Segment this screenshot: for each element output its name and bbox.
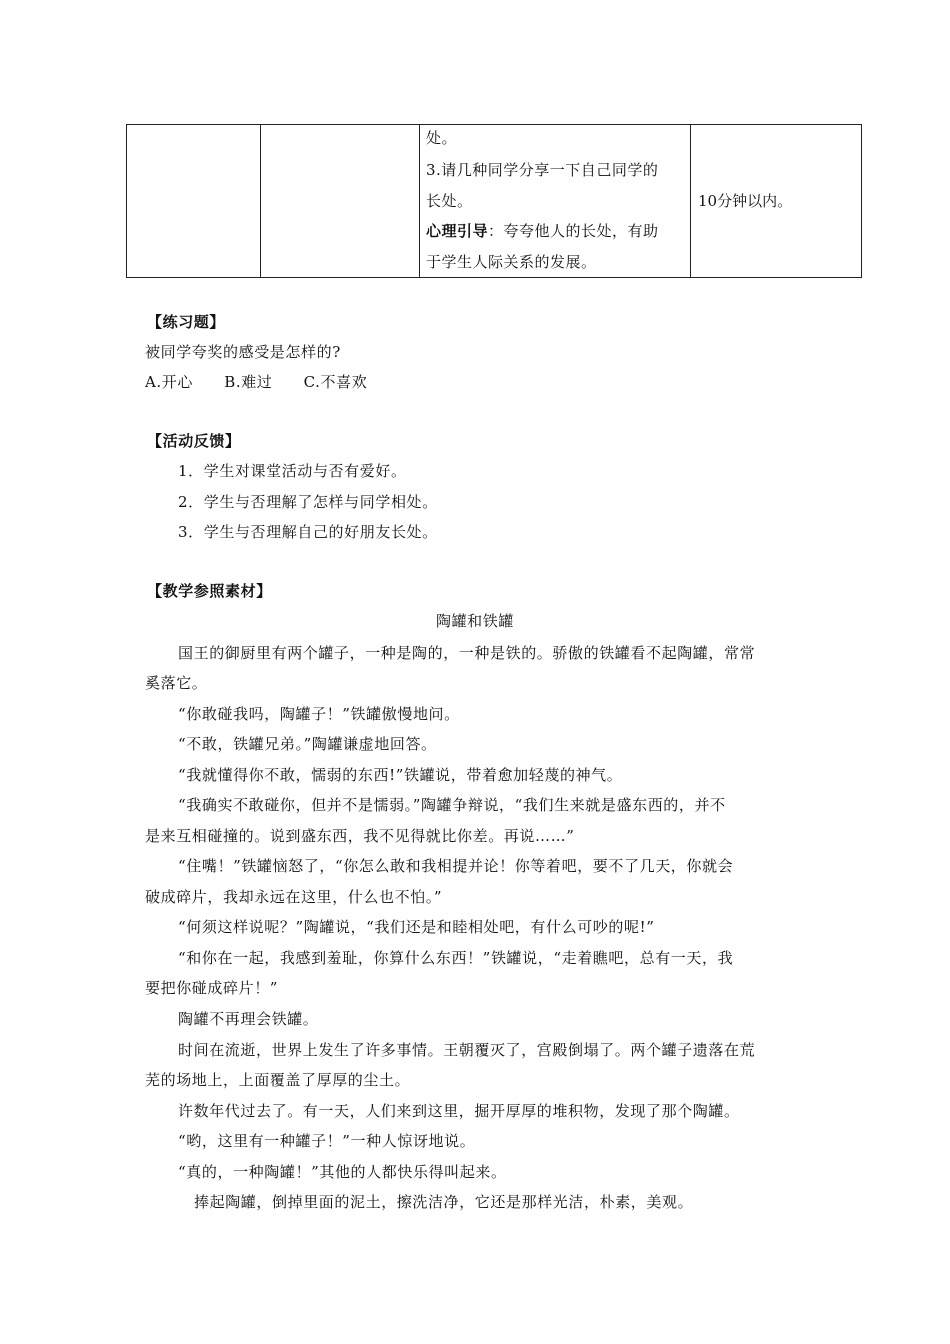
exercise-options: A.开心 B.难过 C.不喜欢	[145, 373, 368, 391]
table-divider	[260, 125, 261, 277]
guide-line	[426, 221, 659, 241]
activity-line: 3.请几种同学分享一下自己同学的	[426, 161, 659, 179]
story-title: 陶罐和铁罐	[435, 612, 514, 630]
time-cell: 10分钟以内。	[698, 192, 793, 210]
table-divider	[690, 125, 691, 277]
guide-text: ：夸夸他人的长处，有助	[488, 222, 659, 240]
story-line: 是来互相碰撞的。说到盛东西，我不见得就比你差。再说……”	[145, 827, 575, 845]
story-line: 奚落它。	[145, 674, 208, 692]
table-divider	[419, 125, 420, 277]
guide-line-2: 于学生人际关系的发展。	[426, 253, 597, 271]
story-line: 要把你碰成碎片！”	[145, 979, 279, 997]
exercise-question: 被同学夸奖的感受是怎样的?	[145, 343, 341, 361]
story-line: 许数年代过去了。有一天，人们来到这里，掘开厚厚的堆积物，发现了那个陶罐。	[178, 1102, 740, 1120]
story-line: 捧起陶罐，倒掉里面的泥土，擦洗洁净，它还是那样光洁，朴素，美观。	[194, 1193, 694, 1211]
story-line: “不敢，铁罐兄弟。”陶罐谦虚地回答。	[178, 735, 437, 753]
reference-heading: 【教学参照素材】	[147, 582, 272, 600]
exercise-heading: 【练习题】	[147, 313, 226, 331]
story-line: 破成碎片，我却永远在这里，什么也不怕。”	[145, 888, 443, 906]
story-line: “我确实不敢碰你，但并不是懦弱。”陶罐争辩说，“我们生来就是盛东西的，并不	[178, 796, 726, 814]
feedback-item: 3．学生与否理解自己的好朋友长处。	[178, 523, 438, 541]
story-line: 国王的御厨里有两个罐子，一种是陶的，一种是铁的。骄傲的铁罐看不起陶罐，常常	[178, 644, 756, 662]
story-line: 时间在流逝，世界上发生了许多事情。王朝覆灭了，宫殿倒塌了。两个罐子遗落在荒	[178, 1041, 756, 1059]
feedback-item: 2．学生与否理解了怎样与同学相处。	[178, 493, 438, 511]
guide-label: 心理引导	[426, 222, 489, 240]
story-line: “住嘴！”铁罐恼怒了，“你怎么敢和我相提并论！你等着吧，要不了几天，你就会	[178, 857, 734, 875]
story-line: “你敢碰我吗，陶罐子！”铁罐傲慢地问。	[178, 705, 460, 723]
story-line: 陶罐不再理会铁罐。	[178, 1010, 319, 1028]
story-line: “何须这样说呢？”陶罐说，“我们还是和睦相处吧，有什么可吵的呢!”	[178, 918, 655, 936]
feedback-item: 1．学生对课堂活动与否有爱好。	[178, 462, 407, 480]
lesson-table	[126, 124, 862, 278]
story-line: “我就懂得你不敢，懦弱的东西!”铁罐说，带着愈加轻蔑的神气。	[178, 766, 623, 784]
story-line: “和你在一起，我感到羞耻，你算什么东西！”铁罐说，“走着瞧吧，总有一天，我	[178, 949, 734, 967]
story-line: “真的，一种陶罐！”其他的人都快乐得叫起来。	[178, 1163, 507, 1181]
activity-line: 处。	[426, 129, 458, 147]
story-line: “哟，这里有一种罐子！”一种人惊讶地说。	[178, 1132, 476, 1150]
story-line: 芜的场地上，上面覆盖了厚厚的尘土。	[145, 1071, 411, 1089]
feedback-heading: 【活动反馈】	[147, 432, 241, 450]
activity-line: 长处。	[426, 192, 473, 210]
